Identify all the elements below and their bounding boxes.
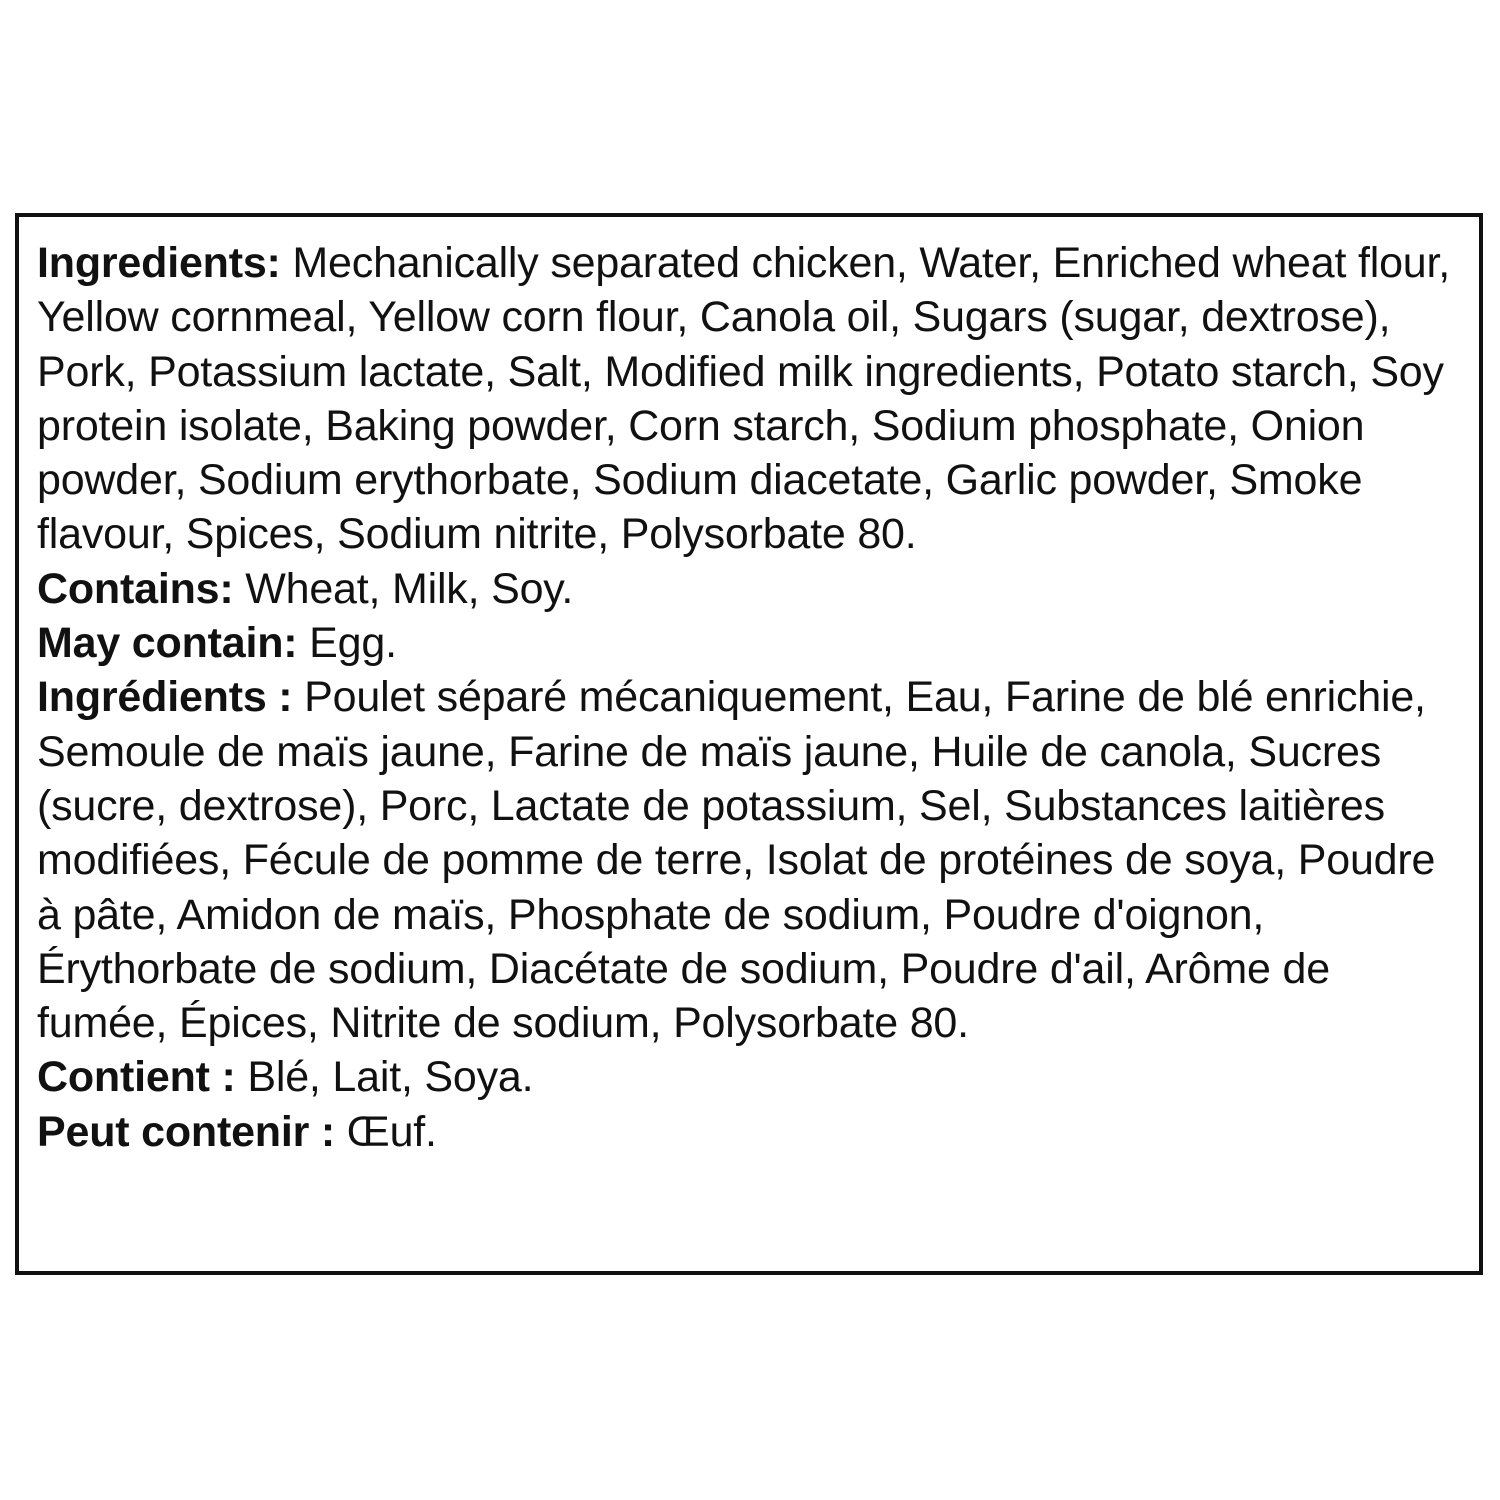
ingredients-en-heading: Ingredients: bbox=[37, 239, 281, 287]
may-contain-en-text: Egg. bbox=[297, 619, 397, 668]
contains-en-heading: Contains: bbox=[37, 564, 234, 613]
may-contain-en-heading: May contain: bbox=[37, 619, 298, 668]
may-contain-fr bbox=[37, 1105, 1461, 1159]
contains-fr bbox=[37, 1050, 1461, 1104]
may-contain-fr-heading: Peut contenir : bbox=[37, 1107, 336, 1156]
ingredients-fr bbox=[37, 670, 1461, 1050]
contains-en bbox=[37, 562, 1461, 616]
ingredients-fr-text: Poulet séparé mécaniquement, Eau, Farine de blé enrichie, Semoule de maïs jaune, Farine de maïs jaune, Huile de canola, Sucres (sucre, dextrose), Porc, Lactate de potassium, Sel, Substances laitières modifiées, Fécule de pomme de terre, Isolat de protéines de soya, Poudre à pâte, Amidon de maïs, Phosphate de sodium, Poudre d'oignon, Érythorbate de sodium, Diacétate de sodium, Poudre d'ail, Arôme de fumée, Épices, Nitrite de sodium, Polysorbate 80. bbox=[37, 673, 1436, 1048]
ingredients-fr-heading: Ingrédients : bbox=[37, 673, 293, 722]
may-contain-fr-text: Œuf. bbox=[335, 1107, 437, 1156]
may-contain-en bbox=[37, 616, 1461, 670]
contains-fr-text: Blé, Lait, Soya. bbox=[235, 1053, 534, 1102]
contains-en-text: Wheat, Milk, Soy. bbox=[233, 564, 574, 613]
contains-fr-heading: Contient : bbox=[37, 1053, 236, 1102]
ingredients-en bbox=[37, 236, 1461, 562]
ingredients-en-text: Mechanically separated chicken, Water, Enriched wheat flour, Yellow cornmeal, Yellow corn flour, Canola oil, Sugars (sugar, dextrose), Pork, Potassium lactate, Salt, Modified milk ingredients, Potato starch, Soy protein isolate, Baking powder, Corn starch, Sodium phosphate, Onion powder, Sodium erythorbate, Sodium diacetate, Garlic powder, Smoke flavour, Spices, Sodium nitrite, Polysorbate 80. bbox=[37, 239, 1451, 559]
ingredients-label-box bbox=[15, 213, 1483, 1275]
